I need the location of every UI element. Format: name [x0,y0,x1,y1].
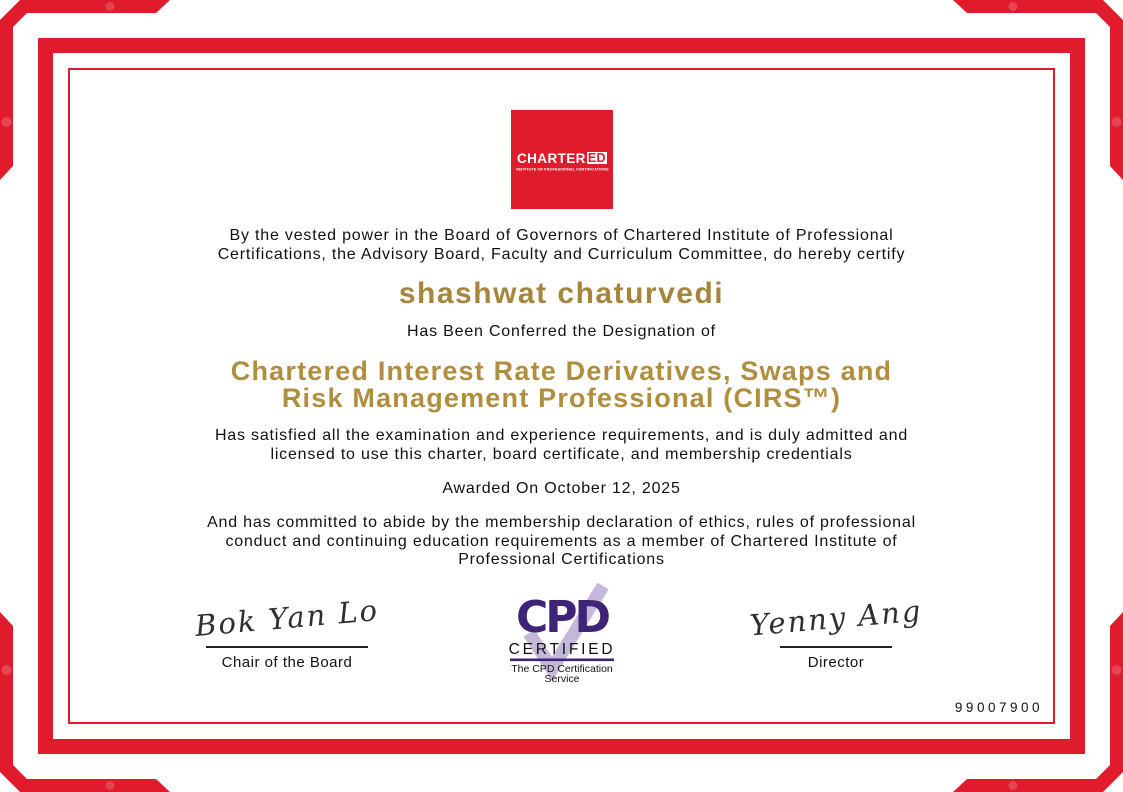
signature-block-director [706,592,966,671]
intro-line-1: By the vested power in the Board of Governors of Chartered Institute of Professional [229,227,894,244]
recipient-name: shashwat chaturvedi [398,277,725,310]
satisfied-paragraph [0,427,1123,464]
issuer-logo-wordmark [517,152,607,165]
signature-block-chair [157,592,417,671]
intro-line-2: Certifications, the Advisory Board, Faculty and Curriculum Committee, do hereby certify [217,245,906,263]
commitment-line-2: conduct and continuing education requirements as a member of Chartered Institute of [225,532,898,550]
cpd-divider-line [510,659,614,662]
satisfied-line-2: licensed to use this charter, board certificate, and membership credentials [270,445,853,463]
commitment-line-3: Professional Certifications [458,551,665,568]
issuer-logo-tagline: INSTITUTE OF PROFESSIONAL CERTIFICATIONS [515,166,609,171]
satisfied-line-1: Has satisfied all the examination and experience requirements, and is duly admitted and [214,427,909,444]
awarded-date-line: Awarded On October 12, 2025 [442,480,681,497]
intro-paragraph [0,227,1123,264]
designation-title [0,358,1123,412]
issuer-logo-text-suffix: ED [587,151,606,165]
designation-line-1: Chartered Interest Rate Derivatives, Swaps and [230,356,893,386]
chair-signature-title: Chair of the Board [221,654,353,671]
commitment-line-1: And has committed to abide by the membership declaration of ethics, rules of professional [207,514,916,531]
cpd-certified-badge [503,583,621,685]
issuer-logo-text-main: CHARTER [517,150,586,166]
issuer-logo [511,110,613,209]
designation-line-2: Risk Management Professional (CIRS™) [281,383,842,413]
cpd-certified-text: CERTIFIED [508,641,616,658]
director-signature-script: Yenny Ang [748,593,924,643]
cpd-service-line-1: The CPD Certification [511,663,613,675]
director-signature-title: Director [807,654,865,671]
cpd-acronym: CPD [515,592,609,643]
cpd-service-line-2: Service [544,673,580,685]
certificate-number: 99007900 [954,700,1043,715]
conferred-line: Has Been Conferred the Designation of [407,323,716,340]
chair-signature-script: Bok Yan Lo [193,593,381,643]
commitment-paragraph [0,514,1123,570]
